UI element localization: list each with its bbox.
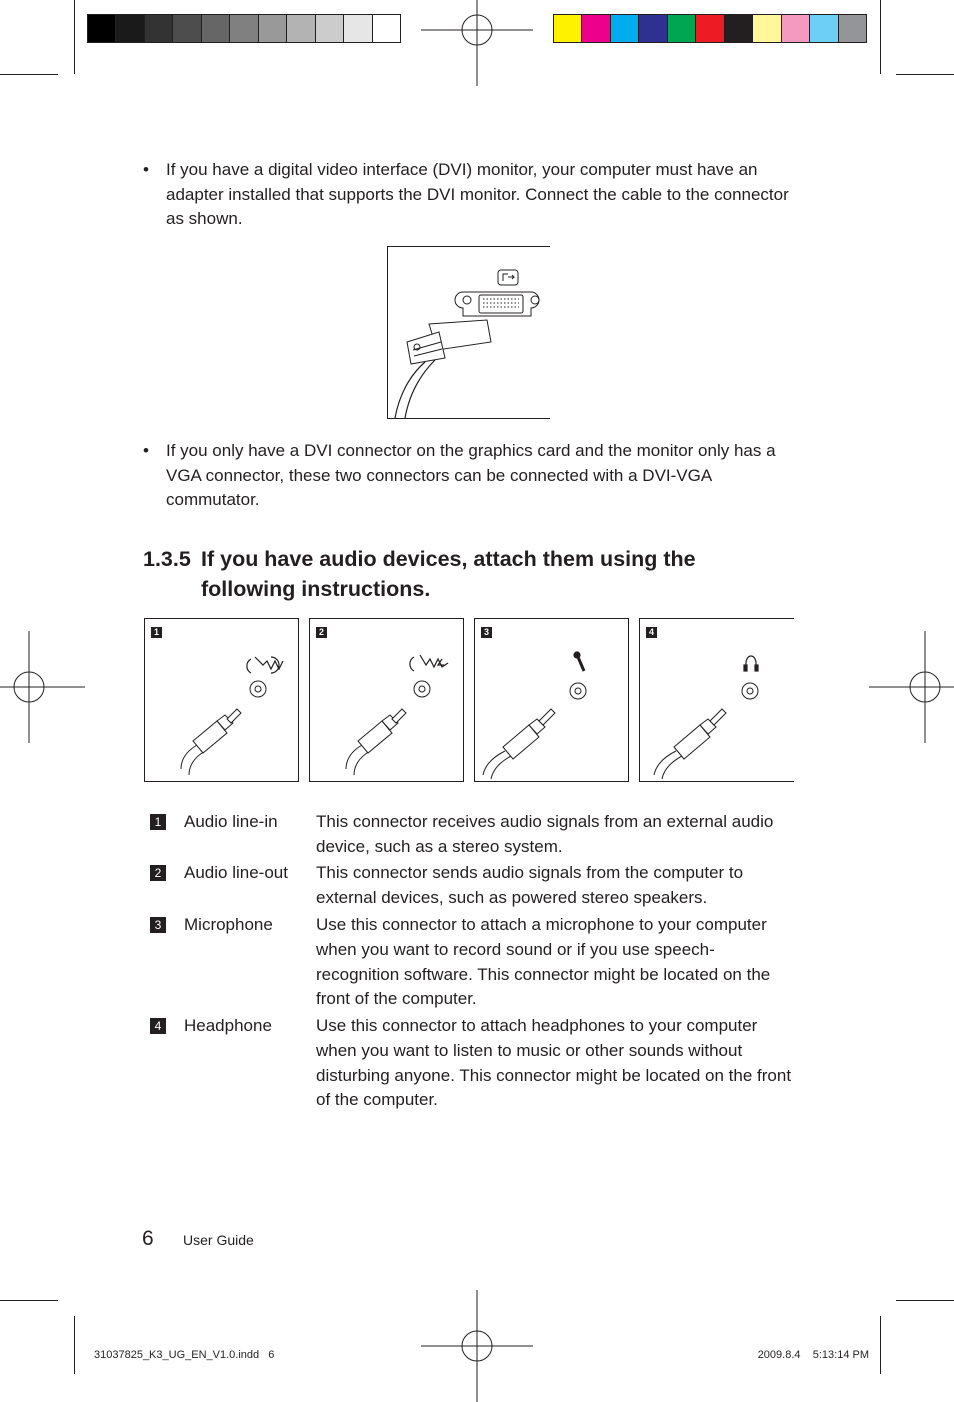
audio-jack-port bbox=[742, 683, 758, 699]
jack-panel-line-in bbox=[144, 618, 299, 782]
gray-swatch bbox=[202, 15, 230, 42]
audio-plug bbox=[654, 709, 726, 779]
registration-mark bbox=[421, 0, 533, 86]
microphone-icon bbox=[574, 652, 584, 671]
connector-badge: 3 bbox=[150, 917, 166, 933]
registration-mark bbox=[869, 631, 954, 743]
connector-term: Audio line-out bbox=[184, 863, 288, 882]
gray-swatch bbox=[145, 15, 173, 42]
color-swatch bbox=[839, 15, 866, 42]
color-swatch bbox=[696, 15, 724, 42]
page-number: 6 bbox=[142, 1227, 154, 1250]
gray-swatch bbox=[287, 15, 315, 42]
slug-date-info: 2009.8.4 5:13:14 PM bbox=[757, 1349, 869, 1361]
crop-mark bbox=[896, 1300, 954, 1301]
connector-term: Audio line-in bbox=[184, 812, 278, 831]
panel-badge: 3 bbox=[481, 627, 492, 638]
bullet-text: If you have a digital video interface (DVI) monitor, your computer must have an adapter installed that supports the DVI monitor. Connect the cable to the connector as shown. bbox=[166, 160, 789, 228]
color-swatch bbox=[639, 15, 667, 42]
bullet-marker: • bbox=[143, 160, 149, 179]
jack-panel-headphone bbox=[639, 618, 794, 782]
connector-description: This connector receives audio signals from an external audio device, such as a stereo system. bbox=[316, 812, 774, 856]
gray-calibration-strip bbox=[87, 14, 401, 43]
color-swatch bbox=[668, 15, 696, 42]
gray-swatch bbox=[373, 15, 400, 42]
jack-panel-microphone bbox=[474, 618, 629, 782]
color-swatch bbox=[810, 15, 838, 42]
audio-plug bbox=[346, 709, 406, 775]
crop-mark bbox=[880, 0, 881, 74]
crop-mark bbox=[880, 1316, 881, 1374]
headphone-icon bbox=[744, 656, 758, 671]
bullet-text: If you only have a DVI connector on the graphics card and the monitor only has a VGA connector, these two connectors can be connected with a DVI-VGA commutator. bbox=[166, 441, 776, 509]
dvi-connector-illustration bbox=[387, 246, 551, 419]
gray-swatch bbox=[230, 15, 258, 42]
connector-badge: 4 bbox=[150, 1018, 166, 1034]
connector-term: Microphone bbox=[184, 915, 273, 934]
gray-swatch bbox=[259, 15, 287, 42]
crop-mark bbox=[896, 74, 954, 75]
crop-mark bbox=[0, 74, 58, 75]
gray-swatch bbox=[316, 15, 344, 42]
audio-jack-port bbox=[250, 681, 266, 697]
color-swatch bbox=[582, 15, 610, 42]
crop-mark bbox=[0, 1300, 58, 1301]
gray-swatch bbox=[88, 15, 116, 42]
audio-line-out-icon bbox=[410, 655, 448, 671]
connector-badge: 1 bbox=[150, 814, 166, 830]
slug-file-info: 31037825_K3_UG_EN_V1.0.indd 6 bbox=[94, 1349, 275, 1361]
registration-mark bbox=[421, 1290, 533, 1402]
registration-mark bbox=[0, 631, 85, 743]
panel-badge: 4 bbox=[646, 627, 657, 638]
color-swatch bbox=[611, 15, 639, 42]
color-swatch bbox=[554, 15, 582, 42]
jack-panel-line-out bbox=[309, 618, 464, 782]
audio-plug bbox=[483, 709, 555, 779]
crop-mark bbox=[74, 0, 75, 74]
panel-badge: 1 bbox=[151, 627, 162, 638]
gray-swatch bbox=[173, 15, 201, 42]
crop-mark bbox=[74, 1316, 75, 1374]
color-swatch bbox=[725, 15, 753, 42]
audio-plug bbox=[181, 709, 241, 775]
connector-description: Use this connector to attach a microphone to your computer when you want to record sound or if you use speech-recognition software. This connector might be located on the front of the computer. bbox=[316, 915, 771, 1009]
color-calibration-strip bbox=[553, 14, 867, 43]
panel-badge: 2 bbox=[316, 627, 327, 638]
connector-description: This connector sends audio signals from the computer to external devices, such as powered stereo speakers. bbox=[316, 863, 744, 907]
bullet-marker: • bbox=[143, 441, 149, 460]
running-head: User Guide bbox=[183, 1232, 254, 1248]
connector-description: Use this connector to attach headphones to your computer when you want to listen to music or other sounds without disturbing anyone. This connector might be located on the front of the computer. bbox=[316, 1016, 792, 1110]
color-swatch bbox=[753, 15, 781, 42]
connector-badge: 2 bbox=[150, 865, 166, 881]
audio-jack-port bbox=[414, 681, 430, 697]
color-swatch bbox=[782, 15, 810, 42]
audio-jack-port bbox=[570, 683, 586, 699]
audio-line-in-icon bbox=[247, 657, 283, 673]
gray-swatch bbox=[116, 15, 144, 42]
connector-term: Headphone bbox=[184, 1016, 272, 1035]
section-number: 1.3.5 bbox=[143, 547, 191, 571]
gray-swatch bbox=[344, 15, 372, 42]
section-title: If you have audio devices, attach them using the following instructions. bbox=[201, 547, 696, 601]
